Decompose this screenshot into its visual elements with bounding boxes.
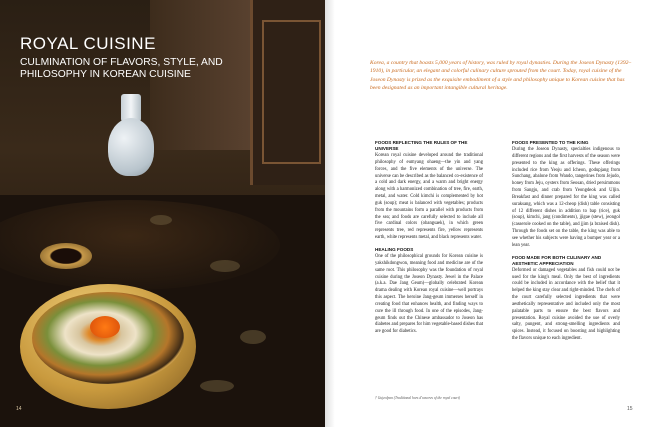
sauce-cup (40, 243, 92, 269)
inlay-ornament (240, 330, 266, 344)
text-column-right (512, 140, 620, 348)
egg-yolk (90, 316, 120, 338)
photo-caption-footnote: † Gujeolpan (Traditional hors d'oeuvres of the royal court) (375, 396, 460, 400)
page-number-right: 15 (627, 406, 633, 412)
section-heading: FOOD MADE FOR BOTH CULINARY AND AESTHETIC APPRECIATION (512, 254, 602, 266)
panel-frame (262, 20, 321, 164)
inlay-ornament (150, 215, 172, 225)
page-title: ROYAL CUISINE (20, 34, 156, 53)
bibimbap-contents (32, 292, 184, 384)
section-body: During the Joseon Dynasty, specialties indigenous to different regions and the first harvests of the season were presented to the king as offerings. These offerings included rice from Yeoju and Icheon, godupjang from Sunchang, abalone from Wando, tangerines from Jejudo, honey from Jeju, oysters from Seosan, dried persimmons from Sangju, and crab from Yeongdeok and Uljin. Breakfast and dinner prepared for the king was called suraksang, which was a 12-cheop (dish) table consisting of 12 different dishes in addition to bap (rice), guk (soup), kimchi, jang (condiments), jjigae (stew), jeongol (casserole cooked on the table), and jjim (a braised dish). Through the foods set on the table, the king was able to see whether his subjects were having a bumper year or a lean year. (512, 147, 620, 248)
inlay-ornament (200, 380, 234, 392)
spine-shadow (325, 0, 335, 427)
inlay-ornament (210, 260, 240, 272)
section-heading: HEALING FOODS (375, 246, 414, 252)
title-block (20, 34, 230, 81)
porcelain-vase (108, 118, 154, 176)
page-number-left: 14 (16, 406, 22, 412)
section-body: One of the philosophical grounds for Korean cuisine is yakshikdongwon, meaning food and medicine are of the same root. This philosophy was the foundation of royal cuisine during the Joseon Dynasty. Jewel in the Palace (a.k.a. Dae Jang Geum)—globally celebrated Korean drama dealing with Korean royal cuisine—well portrays this aspect. The heroine Jang-geum immerses herself in creating food that enhances health, and finding ways to cure the ill through food. In one of the episodes, Jang-geum finds out the Chinese ambassador to Joseon has diabetes and prepares for him vegetable-based dishes that are good for diabetics. (375, 253, 483, 335)
section-body: Korean royal cuisine developed around the traditional philosophy of eumyang ohaeng—the yin and yang forces, and the five elements of the universe. The universe can be described as the balanced co-existence of a cold and dark energy, and a warm and bright energy along with a harmonized combination of tree, fire, earth, metal, and water. Cold kimchi is complemented by hot guk (soup); meat is balanced with vegetables; products from the mountains form a parallel with products from the sea; and foods are carefully selected to include all five cardinal colors (obangsaek), in which green represents tree, red represents fire, yellow represents earth, white represents metal, and black represents water. (375, 153, 483, 241)
section-body: Deformed or damaged vegetables and fish could not be used for the king's meal. Only the best of ingredients could be included in accordance with the belief that it helped the king stay clear and right-minded. The chefs of the court carefully selected ingredients that were aesthetically representative and included only the most palatable parts to ensure the best flavors and presentation. Royal cuisine avoided the use of overly salty, pungent, and strong-smelling ingredients and spices. Instead, it focused on boosting and highlighting the flavors unique to each ingredient. (512, 267, 620, 342)
section-heading: FOODS PRESENTED TO THE KING (512, 140, 589, 145)
section-heading: FOODS REFLECTING THE RULES OF THE UNIVERSE (375, 140, 468, 151)
text-column-left (375, 140, 483, 341)
intro-paragraph: Korea, a country that boasts 5,000 years of history, was ruled by royal dynasties. During the Joseon Dynasty (1392–1910), in particular, an elegant and colorful culinary culture sprouted from the court. Today, royal cuisine of the Joseon Dynasty is prized as the exquisite embodiment of a style and philosophy unique to Korean cuisine that has been designated as an important intangible cultural heritage. (370, 60, 632, 92)
page-subtitle: CULMINATION OF FLAVORS, STYLE, AND PHILOSOPHY IN KOREAN CUISINE (20, 57, 223, 80)
